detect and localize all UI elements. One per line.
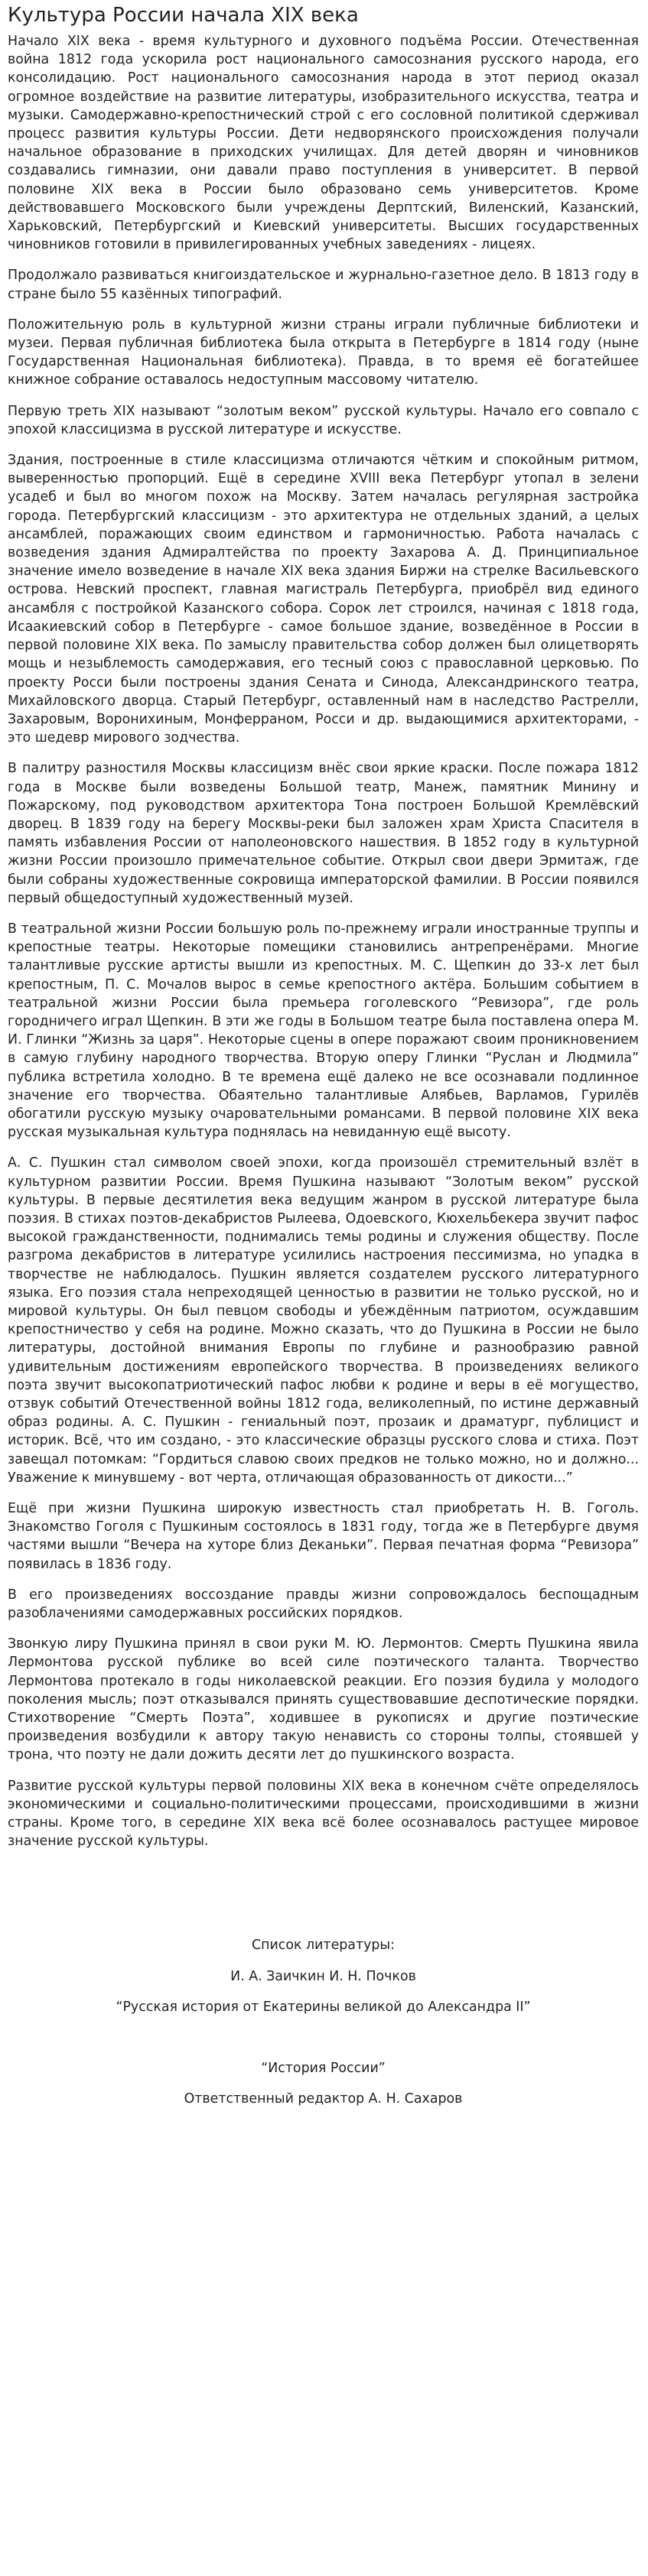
references-spacer <box>8 2029 639 2059</box>
references-authors: И. А. Заичкин И. Н. Почков <box>230 1968 416 1984</box>
paragraph-9: Ещё при жизни Пушкина широкую известность стал приобретать Н. В. Гоголь. Знакомство Гоголя с Пушкиным состоялось в 1831 году, тогда же в Петербурге двумя частями вышли “Вечера на хуторе близ Деканьки”. Первая печатная форма “Ревизора” появилась в 1836 году. <box>8 1501 639 1572</box>
paragraph-2: Продолжало развиваться книгоиздательское и журнально-газетное дело. В 1813 году в стране было 55 казённых типографий. <box>8 268 639 302</box>
references-section <box>8 1936 639 2108</box>
references-book-1: “Русская история от Екатерины великой до Александра II” <box>116 1999 531 2015</box>
paragraph-7: В театральной жизни России большую роль по-прежнему играли иностранные труппы и крепостные театры. Некоторые помещики становились антрепренёрами. Многие талантливые русские артисты вышли из крепостных. М. С. Щепкин до 33-х лет был крепостным, П. С. Мочалов вырос в семье крепостного актёра. Большим событием в театральной жизни России была премьера гоголевского “Ревизора”, где роль городничего играл Щепкин. В эти же годы в Большом театре была поставлена опера М. И. Глинки “Жизнь за царя”. Некоторые сцены в опере поражают своим проникновением в самую глубину народного творчества. Вторую оперу Глинки “Руслан и Людмила” публика встретила холодно. В те времена ещё далеко не все осознавали подлинное значение его творчества. Обаятельно талантливые Алябьев, Варламов, Гурилёв обогатили русскую музыку очаровательными романсами. В первой половине XIX века русская музыкальная культура поднялась на невиданную ещё высоту. <box>8 921 639 1141</box>
references-heading: Список литературы: <box>251 1938 396 1954</box>
references-book-2: “История России” <box>261 2061 386 2077</box>
paragraph-8: А. С. Пушкин стал символом своей эпохи, когда произошёл стремительный взлёт в культурном развитии России. Время Пушкина называют “Золотым веком” русской культуры. В первые десятилетия века ведущим жанром в русской литературе была поэзия. В стихах поэтов-декабристов Рылеева, Одоевского, Кюхельбекера звучит пафос высокой гражданственности, поднимались темы родины и служения обществу. После разгрома декабристов в литературе усилились настроения пессимизма, но упадка в творчестве не наблюдалось. Пушкин является создателем русского литературного языка. Его поэзия стала непреходящей ценностью в развитии не только русской, но и мировой культуры. Он был певцом свободы и убеждённым патриотом, осуждавшим крепостничество у себя на родине. Можно сказать, что до Пушкина в России не было литературы, достойной внимания Европы по глубине и разнообразию равной удивительным достижениям европейского творчества. В произведениях великого поэта звучит высокопатриотический пафос любви к родине и веры в её могущество, отзвук событий Отечественной войны 1812 года, великолепный, по истине державный образ родины. А. С. Пушкин - гениальный поэт, прозаик и драматург, публицист и историк. Всё, что им создано, - это классические образцы русского слова и стиха. Поэт завещал потомкам: “Гордиться славою своих предков не только можно, но и должно... Уважение к минувшему - вот черта, отличающая образованность от дикости...” <box>8 1155 639 1486</box>
paragraph-6: В палитру разностиля Москвы классицизм внёс свои яркие краски. После пожара 1812 года в Москве были возведены Большой театр, Манеж, памятник Минину и Пожарскому, под руководством архитектора Тона построен Большой Кремлёвский дворец. В 1839 году на берегу Москвы-реки был заложен храм Христа Спасителя в память избавления России от наполеоновского нашествия. В 1852 году в культурной жизни России произошло примечательное событие. Открыл свои двери Эрмитаж, где были собраны художественные сокровища императорской фамилии. В России появился первый общедоступный художественный музей. <box>8 761 639 906</box>
paragraph-11: Звонкую лиру Пушкина принял в свои руки М. Ю. Лермонтов. Смерть Пушкина явила Лермонтова русской публике во всей силе поэтического таланта. Творчество Лермонтова протекало в годы николаевской реакции. Его поэзия будила у молодого поколения мысль; поэт отказывался принять существовавшие деспотические порядки. Стихотворение “Смерть Поэта”, ходившее в рукописях и другие поэтические произведения возбудили к автору такую ненависть со стороны толпы, стоявшей у трона, что поэту не дали дожить десяти лет до пушкинского возраста. <box>8 1636 639 1763</box>
paragraph-5: Здания, построенные в стиле классицизма отличаются чётким и спокойным ритмом, выверенностью пропорций. Ещё в середине XVIII века Петербург утопал в зелени усадеб и был во многом похож на Москву. Затем началась регулярная застройка города. Петербургский классицизм - это архитектура не отдельных зданий, а целых ансамблей, поражающих своим единством и гармоничностью. Работа началась с возведения здания Адмиралтейства по проекту Захарова А. Д. Принципиальное значение имело возведение в начале XIX века здания Биржи на стрелке Васильевского острова. Невский проспект, главная магистраль Петербурга, приобрёл вид единого ансамбля с постройкой Казанского собора. Сорок лет строился, начиная с 1818 года, Исаакиевский собор в Петербурге - самое большое здание, возведённое в России в первой половине XIX века. По замыслу правительства собор должен был олицетворять мощь и незыблемость самодержавия, его тесный союз с православной церковью. По проекту Росси были построены здания Сената и Синода, Александринского театра, Михайловского дворца. Старый Петербург, оставленный нам в наследство Растрелли, Захаровым, Воронихиным, Монферраном, Росси и др. выдающимися архитекторами, - это шедевр мирового зодчества. <box>8 453 639 746</box>
page-title: Культура России начала XIX века <box>8 4 359 27</box>
paragraph-10: В его произведениях воссоздание правды жизни сопровождалось беспощадным разоблачениями самодержавных российских порядков. <box>8 1587 639 1622</box>
paragraph-3: Положительную роль в культурной жизни страны играли публичные библиотеки и музеи. Первая публичная библиотека была открыта в Петербурге в 1814 году (ныне Государственная Национальная библиотека). Правда, в то время её богатейшее книжное собрание оставалось недоступным массовому читателю. <box>8 317 639 388</box>
references-editor: Ответственный редактор А. Н. Сахаров <box>184 2091 463 2107</box>
paragraph-12: Развитие русской культуры первой половины XIX века в конечном счёте определялось экономическими и социально-политическими процессами, происходившими в жизни страны. Кроме того, в середине XIX века всё более осознавалось растущее мировое значение русской культуры. <box>8 1778 639 1850</box>
paragraph-4: Первую треть XIX называют “золотым веком” русской культуры. Начало его совпало с эпохой классицизма в русской литературе и искусстве. <box>8 403 639 437</box>
paragraph-1: Начало XIX века - время культурного и духовного подъёма России. Отечественная война 1812 года ускорила рост национального самосознания русского народа, его консолидацию. Рост национального самосознания народа в этот период оказал огромное воздействие на развитие литературы, изобразительного искусства, театра и музыки. Самодержавно-крепостнический строй с его сословной политикой сдерживал процесс развития культуры России. Дети недворянского происхождения получали начальное образование в приходских училищах. Для детей дворян и чиновников создавались гимназии, они давали право поступления в университет. В первой половине XIX века в России было образовано семь университетов. Кроме действовавшего Московского были учреждены Дерптский, Виленский, Казанский, Харьковский, Петербургский и Киевский университеты. Высших государственных чиновников готовили в привилегированных учебных заведениях - лицеях. <box>8 34 639 253</box>
